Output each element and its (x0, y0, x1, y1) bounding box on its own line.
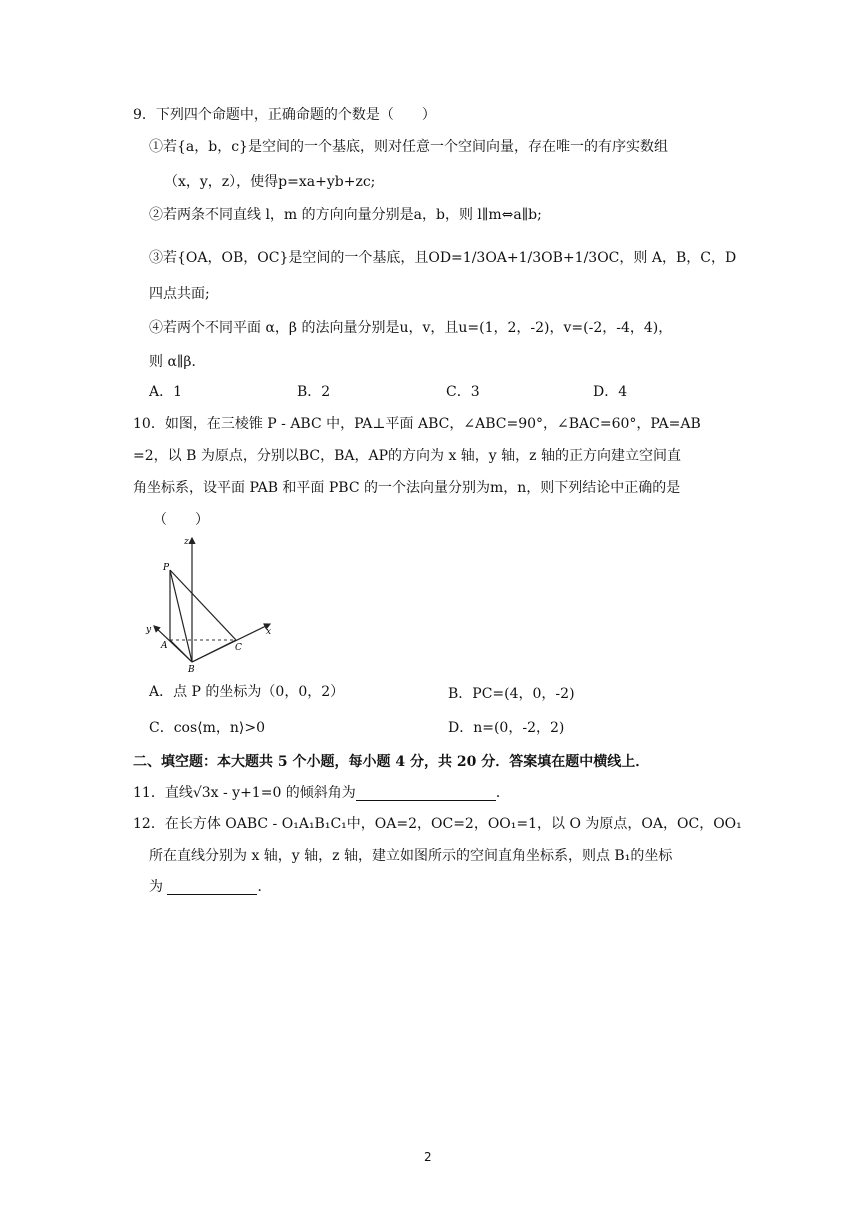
q10-option-b: B．PC=(4，0，-2) (448, 686, 575, 702)
label-y: y (146, 625, 152, 635)
q11-line (133, 783, 510, 803)
q11-end: ． (495, 785, 510, 801)
label-z: z (184, 537, 189, 547)
edge-ab (170, 640, 192, 662)
q9-option-b: B．2 (297, 384, 331, 400)
q12-answer-blank[interactable] (167, 880, 257, 895)
q9-option-d: D．4 (593, 384, 628, 400)
q9-option-c: C．3 (446, 384, 480, 400)
q12-line2: 所在直线分别为 x 轴，y 轴，z 轴，建立如图所示的空间直角坐标系，则点 B₁的坐标 (149, 848, 673, 864)
q12-text: 为 (149, 879, 163, 895)
edge-pb (170, 570, 192, 662)
label-p: P (163, 563, 170, 573)
edge-pc (170, 570, 236, 640)
label-x: x (266, 627, 272, 637)
q12-line1: 12．在长方体 OABC - O₁A₁B₁C₁中，OA=2，OC=2，OO₁=1，以 O 为原点，OA，OC，OO₁ (133, 816, 742, 832)
q10-option-c: C．cos⟨m，n⟩>0 (149, 720, 266, 736)
q9-item4-line1: ④若两个不同平面 α，β 的法向量分别是u，v，且u=(1，2，-2)，v=(-2，-4，4)， (149, 320, 673, 336)
q11-answer-blank[interactable] (356, 786, 496, 801)
q10-option-d: D．n=(0，-2，2) (448, 720, 565, 736)
q10-line2: =2，以 B 为原点，分别以BC，BA，AP的方向为 x 轴，y 轴，z 轴的正方向建立空间直 (133, 448, 681, 464)
q9-item1-line1: ①若{a，b，c}是空间的一个基底，则对任意一个空间向量，存在唯一的有序实数组 (149, 139, 668, 155)
q9-option-a: A．1 (149, 384, 183, 400)
label-c: C (235, 643, 242, 653)
q10-line3: 角坐标系，设平面 PAB 和平面 PBC 的一个法向量分别为m，n，则下列结论中正确的是 (133, 480, 681, 496)
edge-bc (192, 640, 236, 662)
q9-item3-line2: 四点共面; (149, 286, 210, 302)
q12-line3 (149, 877, 271, 897)
q10-option-a: A．点 P 的坐标为（0，0，2） (149, 684, 345, 700)
q9-stem: 9．下列四个命题中，正确命题的个数是（ ） (133, 107, 436, 123)
tetrahedron-figure (140, 530, 280, 675)
q9-item4-line2: 则 α∥β． (149, 354, 206, 370)
q12-end: ． (257, 879, 272, 895)
section-heading: 二、填空题：本大题共 5 个小题，每小题 4 分，共 20 分．答案填在题中横线上． (133, 754, 650, 770)
q9-item3-line1: ③若{OA，OB，OC}是空间的一个基底，且OD=1/3OA+1/3OB+1/3OC，则 A，B，C，D (149, 250, 737, 266)
q11-text: 11．直线√3x - y+1=0 的倾斜角为 (133, 785, 356, 801)
label-a: A (161, 641, 168, 651)
q10-line1: 10．如图，在三棱锥 P - ABC 中，PA⊥平面 ABC，∠ABC=90°，∠BAC=60°，PA=AB (133, 416, 701, 432)
q9-item1-line2: （x，y，z），使得p=xa+yb+zc; (164, 174, 376, 190)
label-b: B (188, 665, 195, 675)
page-number: 2 (424, 1150, 432, 1164)
q10-paren: （ ） (153, 512, 209, 528)
q9-item2: ②若两条不同直线 l，m 的方向向量分别是a，b，则 l∥m⇔a∥b; (149, 207, 542, 223)
